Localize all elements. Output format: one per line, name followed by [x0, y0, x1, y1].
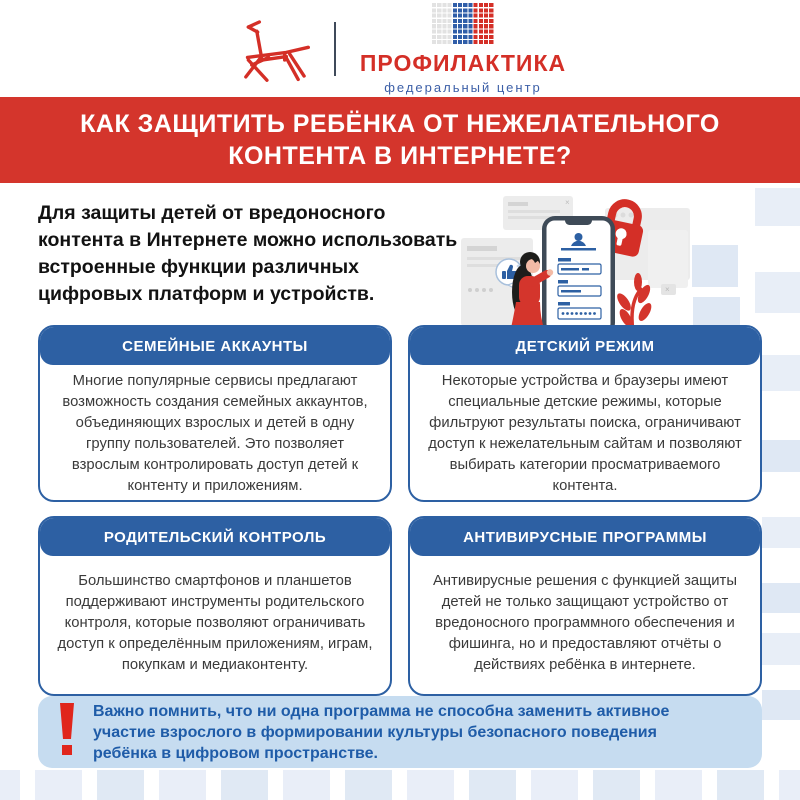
card-body: Многие популярные сервисы предлагают возможность создания семейных аккаунтов, объединяющих взрослых и детей в одну группу пользователей. Это позволяет взрослым контролировать доступ детей к контенту и приложениям. [62, 373, 368, 494]
plant-leaves [615, 273, 654, 332]
deco-square [762, 355, 800, 391]
page-title-line1: КАК ЗАЩИТИТЬ РЕБЁНКА ОТ НЕЖЕЛАТЕЛЬНОГО [80, 110, 720, 138]
header-divider [334, 22, 336, 76]
deco-square [762, 633, 800, 665]
intro-text [38, 200, 498, 308]
card-body: Антивирусные решения с функцией защиты детей не только защищают устройство от вредоносного программного обеспечения и фишинга, но и предоставляют отчёты о действиях ребёнка в интернете. [433, 572, 737, 673]
deco-square [762, 690, 800, 720]
flag-mosaic-icon [432, 3, 494, 45]
card-title: СЕМЕЙНЫЕ АККАУНТЫ [40, 327, 390, 365]
intro-line: контента в Интернете можно использовать [38, 229, 458, 251]
card-body: Большинство смартфонов и планшетов поддерживают инструменты родительского контроля, которые позволяют ограничивать доступ к определённым приложениям, играм, покупкам и медиаконтенту. [57, 572, 373, 673]
deco-square [762, 583, 800, 613]
card-child-mode [408, 325, 762, 502]
card-title: РОДИТЕЛЬСКИЙ КОНТРОЛЬ [40, 518, 390, 556]
deco-square [755, 272, 800, 313]
exclamation-icon [58, 703, 76, 762]
info-cards [38, 325, 762, 696]
title-banner [0, 97, 800, 183]
svg-text:×: × [665, 285, 670, 294]
intro-line: Для защиты детей от вредоносного [38, 202, 386, 224]
page-title-line2: КОНТЕНТА В ИНТЕРНЕТЕ? [228, 142, 572, 170]
phone-illustration [542, 216, 615, 332]
note-box [38, 696, 762, 768]
brand-subtitle: федеральный центр [384, 79, 542, 95]
deco-square [755, 188, 800, 226]
intro-line: цифровых платформ и устройств. [38, 283, 375, 305]
card-body: Некоторые устройства и браузеры имеют специальные детские режимы, которые фильтруют результаты поиска, ограничивают доступ к нежелательным сайтам и позволяют выбирать категории просматриваемого контента. [428, 373, 742, 494]
brand-block [360, 3, 566, 95]
card-title: ДЕТСКИЙ РЕЖИМ [410, 327, 760, 365]
intro-line: встроенные функции различных [38, 256, 360, 278]
note-text: Важно помнить, что ни одна программа не способна заменить активное участие взрослого в формировании культуры безопасного поведения ребёнка в цифровом пространстве. [93, 702, 670, 762]
bottom-bars-decoration [0, 770, 800, 800]
brand-name: ПРОФИЛАКТИКА [359, 49, 567, 76]
card-parental-control [38, 516, 392, 696]
card-family-accounts [38, 325, 392, 502]
svg-text:×: × [565, 198, 570, 207]
deco-square [762, 440, 800, 472]
deco-square [762, 517, 800, 548]
card-antivirus [408, 516, 762, 696]
header [0, 0, 800, 97]
card-title: АНТИВИРУСНЫЕ ПРОГРАММЫ [410, 518, 760, 556]
chair-logo-icon [234, 15, 310, 83]
